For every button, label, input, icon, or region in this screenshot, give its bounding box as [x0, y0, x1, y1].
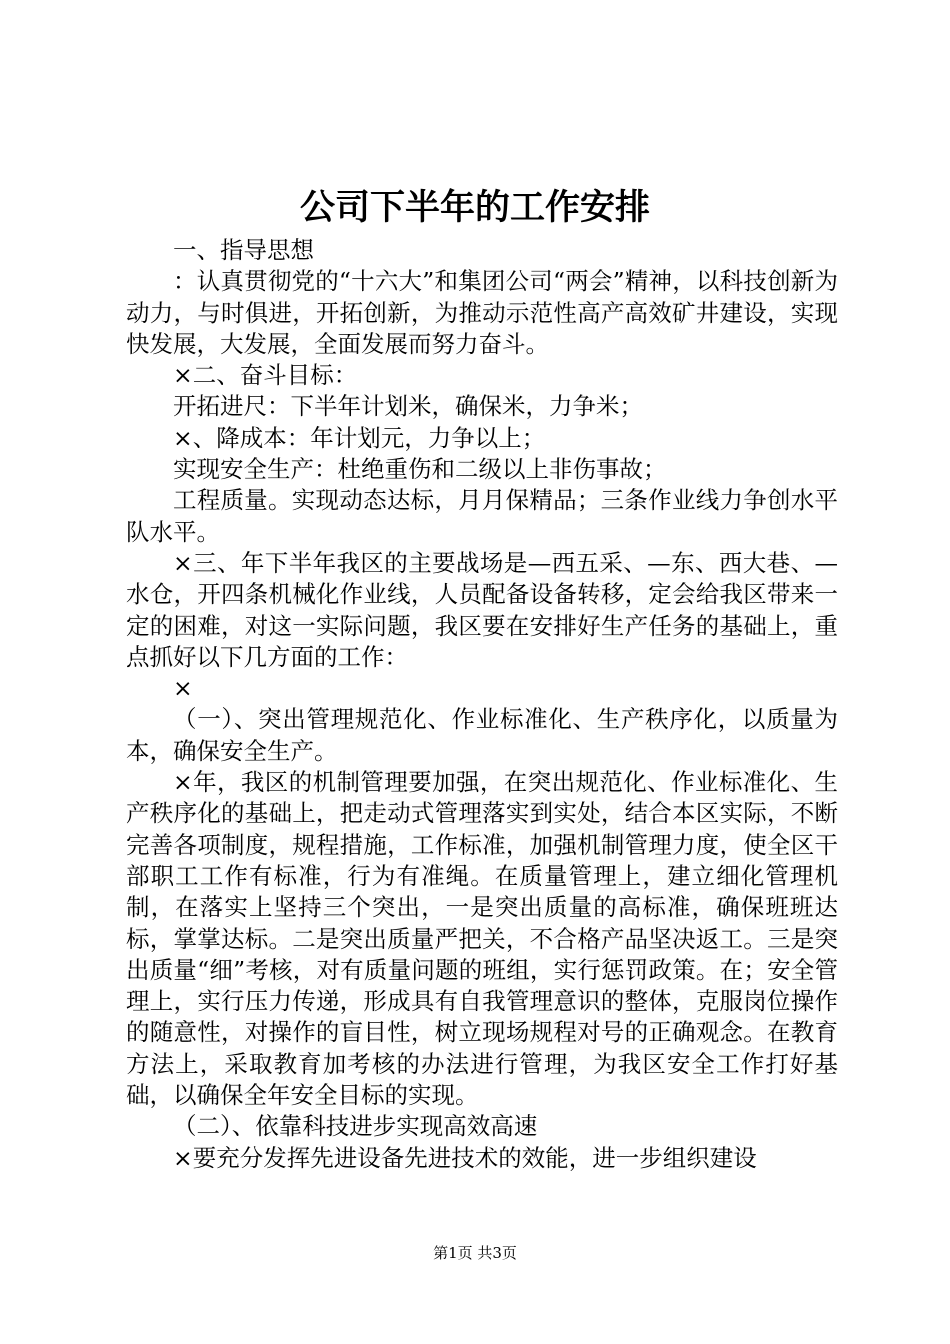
paragraph: ×、降成本：年计划元，力争以上；: [173, 423, 546, 452]
paragraph: ：认真贯彻党的“十六大”和集团公司“两会”精神，以科技创新为动力，与时俱进，开拓创新，为推动示范性高产高效矿井建设，实现快发展，大发展，全面发展而努力奋斗。: [126, 267, 838, 358]
paragraph: ×: [173, 674, 193, 703]
paragraph: ×年，我区的机制管理要加强，在突出规范化、作业标准化、生产秩序化的基础上，把走动式管理落实到实处，结合本区实际，不断完善各项制度，规程措施，工作标准，加强机制管理力度，使全区干部职工工作有标准，行为有准绳。在质量管理上，建立细化管理机制，在落实上坚持三个突出，一是突出质量的高标准，确保班班达标，掌掌达标。二是突出质量严把关，不合格产品坚决返工。三是突出质量“细”考核，对有质量问题的班组，实行惩罚政策。在；安全管理上，实行压力传递，形成具有自我管理意识的整体，克服岗位操作的随意性，对操作的盲目性，树立现场规程对号的正确观念。在教育方法上，采取教育加考核的办法进行管理，为我区安全工作打好基础，以确保全年安全目标的实现。: [126, 768, 838, 1110]
document-title: 公司下半年的工作安排: [299, 188, 650, 228]
paragraph: 工程质量。实现动态达标，月月保精品；三条作业线力争创水平队水平。: [126, 486, 838, 546]
paragraph: 实现安全生产：杜绝重伤和二级以上非伤事故；: [173, 455, 667, 484]
paragraph: ×二、奋斗目标：: [173, 361, 358, 390]
paragraph: 开拓进尺：下半年计划米，确保米，力争米；: [173, 392, 643, 421]
page-footer: 第1页 共3页: [433, 1244, 517, 1262]
document-body: [126, 235, 838, 1174]
paragraph: （一）、突出管理规范化、作业标准化、生产秩序化，以质量为本，确保安全生产。: [126, 705, 838, 765]
paragraph: ×三、年下半年我区的主要战场是—西五采、—东、西大巷、—水仓，开四条机械化作业线，人员配备设备转移，定会给我区带来一定的困难，对这一实际问题，我区要在安排好生产任务的基础上，重点抓好以下几方面的工作：: [126, 548, 838, 671]
paragraph: （二）、依靠科技进步实现高效高速: [173, 1112, 538, 1141]
paragraph: ×要充分发挥先进设备先进技术的效能，进一步组织建设: [173, 1143, 757, 1172]
paragraph: 一、指导思想: [173, 236, 314, 264]
